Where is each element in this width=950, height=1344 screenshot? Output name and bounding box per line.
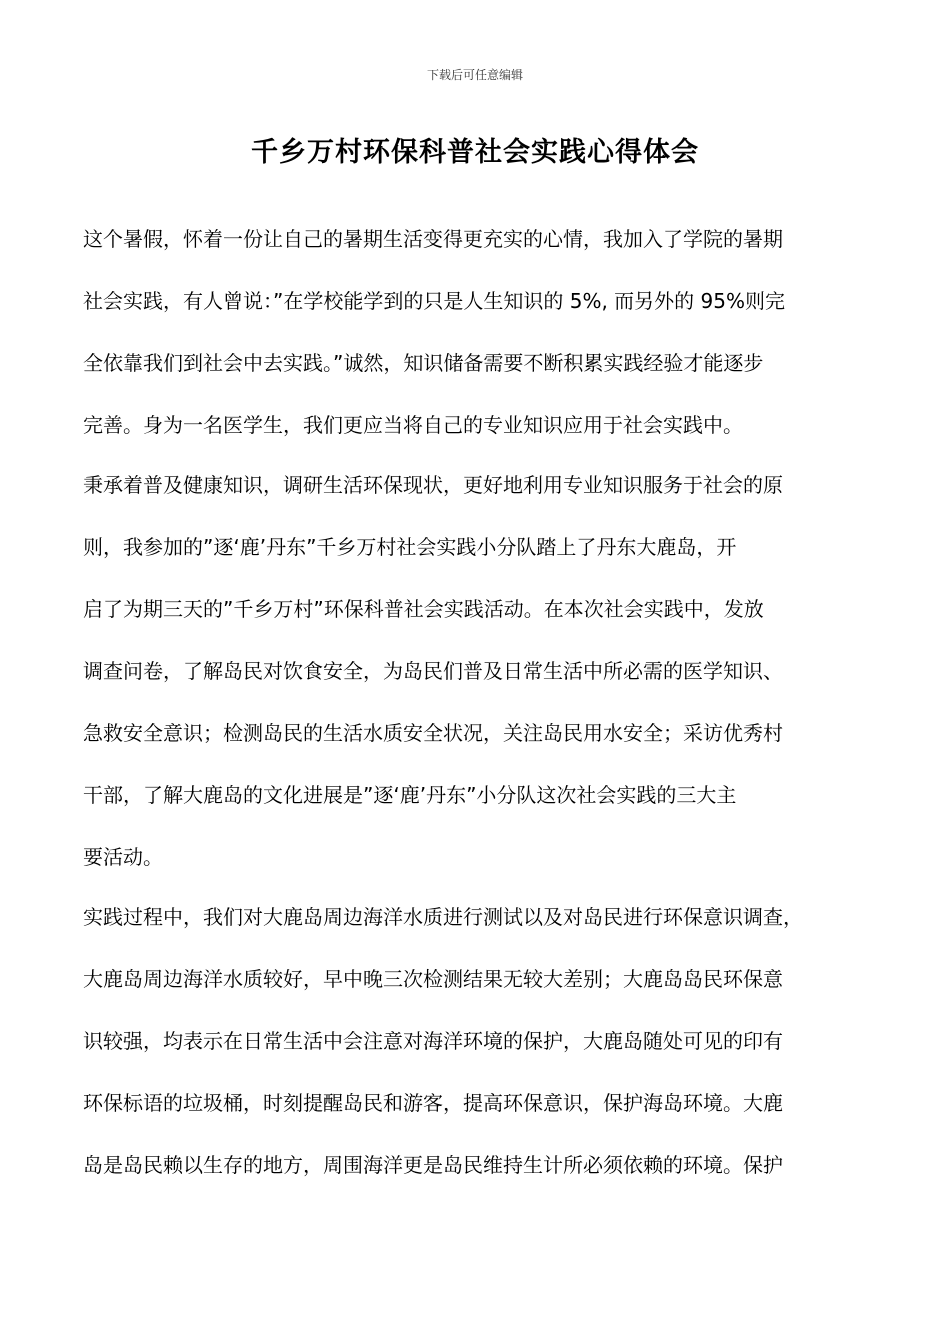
body-line: 全依靠我们到社会中去实践。”诚然，知识储备需要不断积累实践经验才能逐步: [83, 351, 764, 375]
body-line: 要活动。: [83, 845, 163, 869]
body-line: 识较强，均表示在日常生活中会注意对海洋环境的保护，大鹿岛随处可见的印有: [83, 1029, 783, 1053]
body-line: 调查问卷，了解岛民对饮食安全，为岛民们普及日常生活中所必需的医学知识、: [83, 659, 783, 683]
body-line: 则，我参加的”逐‘鹿’丹东”千乡万村社会实践小分队踏上了丹东大鹿岛，开: [83, 535, 737, 559]
body-line: 环保标语的垃圾桶，时刻提醒岛民和游客，提高环保意识，保护海岛环境。大鹿: [83, 1091, 783, 1115]
header-note: 下载后可任意编辑: [426, 68, 523, 82]
body-line: 岛是岛民赖以生存的地方，周围海洋更是岛民维持生计所必须依赖的环境。保护: [83, 1153, 783, 1177]
body-line: 启了为期三天的”千乡万村”环保科普社会实践活动。在本次社会实践中，发放: [83, 597, 764, 621]
document-body: [83, 222, 883, 1210]
body-line: 干部，了解大鹿岛的文化进展是”逐‘鹿’丹东”小分队这次社会实践的三大主: [83, 783, 737, 807]
body-line: 秉承着普及健康知识，调研生活环保现状，更好地利用专业知识服务于社会的原: [83, 473, 783, 497]
body-line: 大鹿岛周边海洋水质较好，早中晚三次检测结果无较大差别；大鹿岛岛民环保意: [83, 967, 783, 991]
body-line: 这个暑假，怀着一份让自己的暑期生活变得更充实的心情，我加入了学院的暑期: [83, 227, 783, 251]
body-line: 社会实践，有人曾说：”在学校能学到的只是人生知识的 5%, 而另外的 95%则完: [83, 289, 785, 313]
body-line: 急救安全意识；检测岛民的生活水质安全状况，关注岛民用水安全；采访优秀村: [83, 721, 783, 745]
document-title: 千乡万村环保科普社会实践心得体会: [251, 137, 699, 168]
body-line: 实践过程中，我们对大鹿岛周边海洋水质进行测试以及对岛民进行环保意识调查，: [83, 905, 803, 929]
body-line: 完善。身为一名医学生，我们更应当将自己的专业知识应用于社会实践中。: [83, 413, 743, 437]
